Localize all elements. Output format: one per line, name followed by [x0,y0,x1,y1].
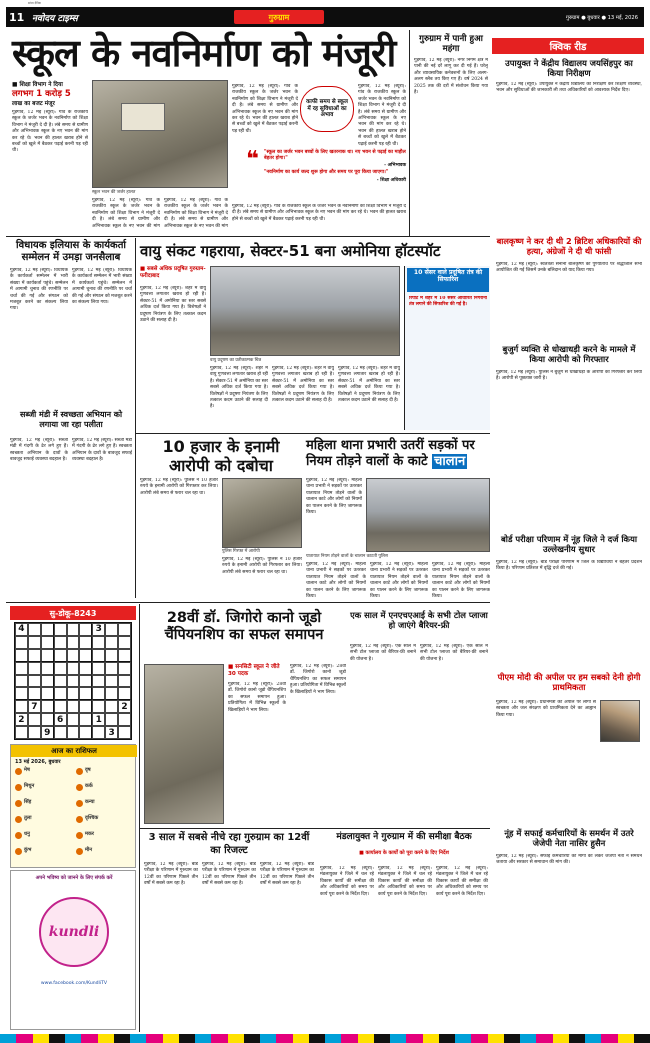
sudoku-cell [67,649,80,662]
sudoku-cell [15,726,28,739]
sudoku-cell [67,623,80,636]
zodiac-icon [15,832,22,839]
mahila-photo-caption: यातायात नियम तोड़ने वालों के चालान काटती पुलिस [306,554,388,559]
color-swatch [471,1034,487,1043]
ekal-body: गुड़गांव, 12 मई (ब्यूरो): एक साल में सभी टोल प्लाजा को बैरियर-फ्री बनाने की योजना है। [350,644,416,662]
sudoku-cell [15,649,28,662]
color-swatch [341,1034,357,1043]
sudoku-cell [92,649,105,662]
right-top-body: गुड़गांव, 12 मई (ब्यूरो): नगर निगम क्षेत्र में पानी की नई दरें लागू कर दी गई हैं। घरेलू और व्यावसायिक कनेक्शनों के लिए अलग-अलग स्लैब तय किए गए हैं। वर्ष 2024 से 2025 तक की दरों में संशोधन किया गया है। [414,58,488,96]
sudoku-cell [54,726,67,739]
sudoku-cell [105,700,118,713]
sudoku-cell: 2 [15,713,28,726]
mahila-body: गुड़गांव, 12 मई (ब्यूरो): महिला थाना प्रभारी ने सड़कों पर उतरकर यातायात नियम तोड़ने वालों के चालान काटे और लोगों को नियमों का पालन करने के लिए जागरूक किया। [306,478,362,516]
color-swatch [260,1034,276,1043]
zodiac-icon [15,848,22,855]
sudoku-title-bar: सु-डोकू-8243 [10,606,136,620]
sudoku-cell [92,700,105,713]
sudoku-cell [118,636,131,649]
sudoku-cell: 9 [41,726,54,739]
top-small-text: सांध्य दैनिक [28,1,41,5]
hotspot-body-col4: गुड़गांव, 12 मई (ब्यूरो): शहर में वायु गुणवत्ता लगातार खराब हो रही है। सेक्टर-51 में अमोनिया का स्तर सबसे अधिक दर्ज किया गया है। विशेषज्ञों ने प्रदूषण नियंत्रण के लिए तत्काल कदम उठाने की सलाह दी है। [338,366,400,404]
rashifal-entry [76,847,133,863]
lead-body-col6: गुड़गांव, 12 मई (ब्यूरो): गांव के राजकीय स्कूल के जर्जर भवन के नवनिर्माण को शिक्षा विभाग ने मंजूरी दे दी है। लंबे समय से ग्रामीण और अभिभावक स्कूल के नए भवन की मांग कर रहे थे। भवन की हालत खराब होने से बच्चों को खुले में बैठकर पढ़ाई करनी पड़ रही थी। [232,204,406,222]
brand-logo: नवोदय टाइम्स [32,14,78,24]
lead-body: गुड़गांव, 12 मई (ब्यूरो): गांव के राजकीय स्कूल के जर्जर भवन के नवनिर्माण को शिक्षा विभाग ने मंजूरी दे दी है। लंबे समय से ग्रामीण और अभिभावक स्कूल के नए भवन की मांग कर रहे थे। भवन की हालत खराब होने से बच्चों को खुले में बैठकर पढ़ाई करनी पड़ रही थी। [12,110,88,154]
sudoku-cell [54,700,67,713]
color-swatch [390,1034,406,1043]
result-body-col3: गुड़गांव, 12 मई (ब्यूरो): बोर्ड परीक्षा के परिणाम में गुरुग्राम का 12वीं का परिणाम पिछले तीन वर्षों में सबसे कम रहा है। [260,862,314,887]
sudoku-cell [79,675,92,688]
sudoku-cell [28,713,41,726]
color-swatch [81,1034,97,1043]
rashifal-sign: धनु [24,831,30,837]
rashifal-entry [15,831,72,847]
rashifal-sign: सिंह [24,799,32,805]
qr-item-body: गुड़गांव, 12 मई (ब्यूरो): प्रधानमंत्री की अपील पर लोगों से स्वच्छता और जल संरक्षण को प्राथमिकता देने का आह्वान किया गया। [496,700,596,718]
rashifal-list [15,767,133,865]
sudoku-cell [54,687,67,700]
sudoku-cell [28,649,41,662]
color-swatch [211,1034,227,1043]
rashifal-sign: कन्या [85,799,95,805]
sudoku-cell [54,662,67,675]
result-body-col2: गुड़गांव, 12 मई (ब्यूरो): बोर्ड परीक्षा के परिणाम में गुरुग्राम का 12वीं का परिणाम पिछले तीन वर्षों में सबसे कम रहा है। [202,862,256,887]
qr-portrait [600,700,640,742]
side-box-title: 10 सेंसर वाले प्रदूषित तंत्र की सिफारिश [413,269,483,284]
jiu-headline: 28वीं डॉ. जिगोरो कानो जूडो चैंपियनशिप का सफल समापन [164,610,324,643]
sudoku-cell [79,713,92,726]
result-body: गुड़गांव, 12 मई (ब्यूरो): बोर्ड परीक्षा के परिणाम में गुरुग्राम का 12वीं का परिणाम पिछले तीन वर्षों में सबसे कम रहा है। [144,862,198,887]
inami-headline: 10 हजार के इनामी आरोपी को दबोचा [162,437,280,475]
color-swatch [98,1034,114,1043]
hotspot-side-box [404,266,490,430]
mahila-body-col4: गुड़गांव, 12 मई (ब्यूरो): महिला थाना प्रभारी ने सड़कों पर उतरकर यातायात नियम तोड़ने वालों के चालान काटे और लोगों को नियमों का पालन करने के लिए जागरूक किया। [432,562,490,600]
section-label: गुरुग्राम [234,10,324,24]
color-swatch [228,1034,244,1043]
color-swatch [195,1034,211,1043]
qr-item-headline: बोर्ड परीक्षा परिणाम में नूंह जिले ने दर्ज किया उल्लेखनीय सुधार [501,534,637,554]
color-swatch [504,1034,520,1043]
row-rule [6,602,490,603]
qr-item-body: गुड़गांव, 12 मई (ब्यूरो): सफाई कर्मचारियों की मांगों को लेकर जेजेपी नेता ने समर्थन जताया और सरकार से समाधान की मांग की। [496,854,642,866]
qr-item-headline: पीएम मोदी की अपील पर हम सबको देनी होगी प्राथमिकता [497,672,641,692]
sudoku-cell [118,623,131,636]
mahila-photo [366,478,490,552]
sudoku-cell [28,636,41,649]
mandal-body: गुड़गांव, 12 मई (ब्यूरो): मंडलायुक्त ने जिले में चल रहे विकास कार्यों की समीक्षा की और अधिकारियों को समय पर कार्य पूरा करने के निर्देश दिए। [320,866,374,897]
mandal-kicker: ■ कार्यालय के कार्यों को पूरा करने के दिए निर्देश [359,850,449,856]
rashifal-sign: वृष [85,767,91,773]
inami-body: गुड़गांव, 12 मई (ब्यूरो): पुलिस ने 10 हजार रुपये के इनामी आरोपी को गिरफ्तार कर लिया। आरोपी लंबे समय से फरार चल रहा था। [140,478,218,496]
quick-read-banner: क्विक रीड [492,38,644,54]
hotspot-body: गुड़गांव, 12 मई (ब्यूरो): शहर में वायु गुणवत्ता लगातार खराब हो रही है। सेक्टर-51 में अमोनिया का स्तर सबसे अधिक दर्ज किया गया है। विशेषज्ञों ने प्रदूषण नियंत्रण के लिए तत्काल कदम उठाने की सलाह दी है। [140,286,206,324]
rashifal-entry [15,767,72,783]
lead-body-col4: गुड़गांव, 12 मई (ब्यूरो): गांव के राजकीय स्कूल के जर्जर भवन के नवनिर्माण को शिक्षा विभाग ने मंजूरी दे दी है। लंबे समय से ग्रामीण और अभिभावक स्कूल के नए भवन की मांग कर रहे थे। भवन की हालत खराब होने से बच्चों को खुले में बैठकर पढ़ाई करनी पड़ रही थी। [232,84,298,134]
ad-tagline: अपने भविष्य को जानने के लिए संपर्क करें [35,875,113,881]
sudoku-cell [54,675,67,688]
color-swatch [325,1034,341,1043]
right-top-headline: गुरुग्राम में पानी हुआ महंगा [419,34,483,54]
color-swatch [374,1034,390,1043]
rashifal-box [10,744,136,868]
color-swatch [488,1034,504,1043]
hotspot-sub: ■ सबसे अधिक प्रदूषित गुरुग्राम-फरीदाबाद [140,266,206,279]
mahila-body-col3: गुड़गांव, 12 मई (ब्यूरो): महिला थाना प्रभारी ने सड़कों पर उतरकर यातायात नियम तोड़ने वालों के चालान काटे और लोगों को नियमों का पालन करने के लिए जागरूक किया। [370,562,428,600]
rashifal-sign: मीन [85,847,93,853]
sudoku-cell [92,687,105,700]
sudoku-cell [92,726,105,739]
zodiac-icon [15,800,22,807]
result-headline: 3 साल में सबसे नीचे रहा गुरुग्राम का 12वीं का रिजल्ट [148,832,310,856]
sudoku-cell [118,649,131,662]
rashifal-entry [76,831,133,847]
ad-contact[interactable]: www.facebook.com/KundliTV [40,981,108,986]
sudoku-cell [41,675,54,688]
qr-item-body: गुड़गांव, 12 मई (ब्यूरो): बोर्ड परीक्षा परिणाम में जिले के विद्यार्थियों ने बेहतर प्रदर्शन किया है। परिणाम प्रतिशत में वृद्धि दर्ज की गई। [496,560,642,572]
lead-photo [92,80,228,188]
lead-body-col2: गुड़गांव, 12 मई (ब्यूरो): गांव के राजकीय स्कूल के जर्जर भवन के नवनिर्माण को शिक्षा विभाग ने मंजूरी दे दी है। लंबे समय से ग्रामीण और अभिभावक स्कूल के नए भवन की मांग [92,198,160,228]
zodiac-icon [15,784,22,791]
side-box-body: रिपोर्ट में शहर में 10 सेंसर आधारित निगरानी तंत्र लगाने की सिफारिश की गई है। [409,296,487,308]
jiu-kicker: ■ सनसिटी स्कूल ने जीते 30 पदक [228,664,280,677]
sudoku-cell [41,649,54,662]
sudoku-cell [105,636,118,649]
sudoku-cell [54,636,67,649]
sudoku-cell [105,662,118,675]
quote-mark-icon: ❝ [246,147,259,172]
sudoku-cell [41,700,54,713]
sudoku-cell [28,662,41,675]
hotspot-headline: वायु संकट गहराया, सेक्टर-51 बना अमोनिया हॉटस्पॉट [140,242,441,260]
qr-item-headline: उपायुक्त ने केंद्रीय विद्यालय जयसिंहपुर का किया निरीक्षण [505,58,633,78]
masthead-bar [6,7,644,27]
rashifal-entry [76,815,133,831]
sudoku-cell: 1 [92,713,105,726]
sudoku-cell [118,726,131,739]
column-rule [139,604,140,1032]
jiu-body-col2: गुड़गांव, 12 मई (ब्यूरो): 28वीं डॉ. जिगोरो कानो जूडो चैंपियनशिप का सफल समापन हुआ। प्रतियोगिता में विभिन्न स्कूलों के खिलाड़ियों ने भाग लिया। [290,664,346,695]
second-headline: विधायक इलियास के कार्यकर्ता सम्मेलन में उमड़ा जनसैलाब [16,240,126,263]
color-swatch [455,1034,471,1043]
sudoku-cell [118,687,131,700]
rashifal-sign: मिथुन [24,783,35,789]
sudoku-cell [41,636,54,649]
sudoku-cell [54,649,67,662]
color-swatch [293,1034,309,1043]
lead-kicker: ■ शिक्षा विभाग ने दिया लगभग 1 करोड़ 5 लाख का बजट मंजूर [12,82,71,107]
sudoku-cell [79,700,92,713]
qr-item-body: गुड़गांव, 12 मई (ब्यूरो): पुलिस ने बुजुर्ग से धोखाधड़ी के आरोपी को गिरफ्तार कर लिया है। आरोपी से पूछताछ जारी है। [496,370,642,382]
sudoku-cell [15,662,28,675]
sudoku-cell [79,687,92,700]
jiu-body: गुड़गांव, 12 मई (ब्यूरो): 28वीं डॉ. जिगोरो कानो जूडो चैंपियनशिप का सफल समापन हुआ। प्रतियोगिता में विभिन्न स्कूलों के खिलाड़ियों ने भाग लिया। [228,682,286,713]
sudoku-cell [28,687,41,700]
color-swatch [114,1034,130,1043]
school-sign [121,103,165,131]
mandal-body-col2: गुड़गांव, 12 मई (ब्यूरो): मंडलायुक्त ने जिले में चल रहे विकास कार्यों की समीक्षा की और अधिकारियों को समय पर कार्य पूरा करने के निर्देश दिए। [378,866,432,897]
mandi-body: गुड़गांव, 12 मई (ब्यूरो): सब्जी मंडी में गंदगी के ढेर लगे हुए हैं। स्वच्छता अभियान के दावों के बावजूद सफाई व्यवस्था बदहाल है। [10,438,68,463]
print-color-strip [0,1034,650,1043]
color-swatch [49,1034,65,1043]
lead-quote-box: काफी समय से स्कूल में रह सुविधाओं का अभाव [300,86,354,132]
qr-item-headline: बुजुर्ग व्यक्ति से धोखाधड़ी करने के मामले में किया आरोपी को गिरफ्तार [502,344,636,364]
color-swatch [309,1034,325,1043]
ekal-body-col2: गुड़गांव, 12 मई (ब्यूरो): एक साल में सभी टोल प्लाजा को बैरियर-फ्री बनाने की योजना है। [420,644,488,662]
rashifal-entry [15,783,72,799]
color-swatch [0,1034,16,1043]
ad-logo: kundli [39,897,109,967]
sudoku-cell [67,636,80,649]
zodiac-icon [76,832,83,839]
qr-item-body: गुड़गांव, 12 मई (ब्यूरो): स्वतंत्रता सेनानी बालकृष्ण की पुण्यतिथि पर श्रद्धांजलि सभा आयोजित की गई जिसमें उनके बलिदान को याद किया गया। [496,262,642,274]
sudoku-cell [28,726,41,739]
second-body: गुड़गांव, 12 मई (ब्यूरो): विधायक के कार्यकर्ता सम्मेलन में भारी संख्या में कार्यकर्ता पहुंचे। सम्मेलन में आगामी चुनाव की रणनीति पर चर्चा की गई और संगठन को मजबूत करने का संकल्प लिया गया। [10,268,68,312]
sudoku-cell [67,726,80,739]
color-swatch [358,1034,374,1043]
sudoku-cell [118,713,131,726]
rashifal-sign: कर्क [85,783,93,789]
lead-body-col3: गुड़गांव, 12 मई (ब्यूरो): गांव के राजकीय स्कूल के जर्जर भवन के नवनिर्माण को शिक्षा विभाग ने मंजूरी दे दी है। लंबे समय से ग्रामीण और अभिभावक स्कूल के नए भवन की मांग [164,198,228,228]
sudoku-cell [79,726,92,739]
sudoku-cell [41,713,54,726]
sudoku-cell [15,675,28,688]
sudoku-cell: 3 [92,623,105,636]
sudoku-cell: 6 [54,713,67,726]
rashifal-entry [15,815,72,831]
rashifal-sign: तुला [24,815,32,821]
color-swatch [16,1034,32,1043]
mahila-headline: महिला थाना प्रभारी उतरीं सड़कों पर नियम तोड़ने वालों के काटे चालान [306,438,475,469]
sudoku-cell [54,623,67,636]
zodiac-icon [76,816,83,823]
second-body-col2: गुड़गांव, 12 मई (ब्यूरो): विधायक के कार्यकर्ता सम्मेलन में भारी संख्या में कार्यकर्ता पहुंचे। सम्मेलन में आगामी चुनाव की रणनीति पर चर्चा की गई और संगठन को मजबूत करने का संकल्प लिया गया। [72,268,132,306]
sudoku-cell [79,662,92,675]
sudoku-cell [41,687,54,700]
sudoku-cell [41,623,54,636]
rashifal-entry [76,799,133,815]
hotspot-photo-caption: वायु प्रदूषण का प्रतीकात्मक चित्र [210,358,261,363]
rashifal-entry [15,799,72,815]
sudoku-cell [79,623,92,636]
color-swatch [146,1034,162,1043]
color-swatch [536,1034,552,1043]
sudoku-grid [14,622,132,740]
sudoku-cell: 3 [105,726,118,739]
zodiac-icon [76,848,83,855]
color-swatch [634,1034,650,1043]
sudoku-cell [79,636,92,649]
sudoku-cell: 4 [15,623,28,636]
sudoku-cell [67,713,80,726]
color-swatch [406,1034,422,1043]
row-rule [6,236,490,237]
rashifal-sign: मकर [85,831,94,837]
sudoku-cell: 2 [118,700,131,713]
qr-item-body: गुड़गांव, 12 मई (ब्यूरो): उपायुक्त ने केंद्रीय विद्यालय का निरीक्षण कर शिक्षण व्यवस्था, भवन और सुविधाओं की जानकारी ली तथा अधिकारियों को आवश्यक निर्देश दिए। [496,82,642,94]
color-swatch [618,1034,634,1043]
qr-item-headline: नूंह में सफाई कर्मचारियों के समर्थन में उतरे जेजेपी नेता नासिर हुसैन [504,828,634,848]
page-number: 11 [9,11,25,24]
sudoku-cell [79,649,92,662]
sudoku-cell [15,687,28,700]
zodiac-icon [76,800,83,807]
hotspot-body-col2: गुड़गांव, 12 मई (ब्यूरो): शहर में वायु गुणवत्ता लगातार खराब हो रही है। सेक्टर-51 में अमोनिया का स्तर सबसे अधिक दर्ज किया गया है। विशेषज्ञों ने प्रदूषण नियंत्रण के लिए तत्काल कदम उठाने की सलाह दी है। [210,366,268,410]
inami-body-col2: गुड़गांव, 12 मई (ब्यूरो): पुलिस ने 10 हजार रुपये के इनामी आरोपी को गिरफ्तार कर लिया। आरोपी लंबे समय से फरार चल रहा था। [222,557,302,575]
mandal-headline: मंडलायुक्त ने गुरुग्राम में की समीक्षा बैठक [336,832,472,842]
rashifal-sign: वृश्चिक [85,815,99,821]
hotspot-photo [210,266,400,356]
zodiac-icon [76,784,83,791]
sudoku-cell [118,662,131,675]
sudoku-cell [28,623,41,636]
color-swatch [439,1034,455,1043]
sudoku-cell [105,713,118,726]
color-swatch [423,1034,439,1043]
color-swatch [553,1034,569,1043]
zodiac-icon [76,768,83,775]
zodiac-icon [15,816,22,823]
rashifal-sign: मेष [24,767,30,773]
rashifal-entry [15,847,72,863]
kundli-ad[interactable] [10,870,136,1030]
sudoku-cell [105,675,118,688]
row-rule [136,433,490,434]
mandi-headline: सब्जी मंडी में स्वच्छता अभियान को लगाया जा रहा पलीता [19,410,123,429]
color-swatch [244,1034,260,1043]
mandal-body-col3: गुड़गांव, 12 मई (ब्यूरो): मंडलायुक्त ने जिले में चल रहे विकास कार्यों की समीक्षा की और अधिकारियों को समय पर कार्य पूरा करने के निर्देश दिए। [436,866,488,897]
jiu-photo [144,664,224,824]
sudoku-cell [67,662,80,675]
color-swatch [276,1034,292,1043]
color-swatch [163,1034,179,1043]
mahila-body-col2: गुड़गांव, 12 मई (ब्यूरो): महिला थाना प्रभारी ने सड़कों पर उतरकर यातायात नियम तोड़ने वालों के चालान काटे और लोगों को नियमों का पालन करने के लिए जागरूक किया। [306,562,366,600]
sudoku-cell [118,675,131,688]
dateline: गुरुग्राम ● बुधवार ● 13 मई, 2026 [566,15,638,21]
color-swatch [585,1034,601,1043]
sudoku-cell [15,700,28,713]
color-swatch [569,1034,585,1043]
rashifal-date: 13 मई 2026, बुधवार [15,759,61,765]
ekal-headline: एक साल में एनएचएआई के सभी टोल प्लाजा हो जाएंगे बैरियर-फ्री [350,610,488,630]
sudoku-cell [41,662,54,675]
color-swatch [65,1034,81,1043]
lead-body-col5: गुड़गांव, 12 मई (ब्यूरो): गांव के राजकीय स्कूल के जर्जर भवन के नवनिर्माण को शिक्षा विभाग ने मंजूरी दे दी है। लंबे समय से ग्रामीण और अभिभावक स्कूल के नए भवन की मांग कर रहे थे। भवन की हालत खराब होने से बच्चों को खुले में बैठकर पढ़ाई करनी पड़ रही थी। [358,84,406,146]
column-rule [409,30,410,236]
color-swatch [33,1034,49,1043]
color-swatch [601,1034,617,1043]
hotspot-body-col3: गुड़गांव, 12 मई (ब्यूरो): शहर में वायु गुणवत्ता लगातार खराब हो रही है। सेक्टर-51 में अमोनिया का स्तर सबसे अधिक दर्ज किया गया है। विशेषज्ञों ने प्रदूषण नियंत्रण के लिए तत्काल कदम उठाने की सलाह दी है। [272,366,334,404]
zodiac-icon [15,768,22,775]
qr-item-headline: बालकृष्ण ने कर दी थी 2 ब्रिटिश अधिकारियों की हत्या, अंग्रेजों ने दी थी फांसी [496,236,642,256]
sudoku-cell [105,623,118,636]
lead-photo-caption: स्कूल भवन की जर्जर हालत [92,190,136,195]
column-rule [135,238,136,598]
sudoku-cell [92,675,105,688]
color-swatch [130,1034,146,1043]
row-rule [140,828,490,829]
inami-photo [222,478,302,548]
sudoku-cell [67,687,80,700]
sudoku-cell [92,636,105,649]
sudoku-cell [92,662,105,675]
sudoku-cell [28,675,41,688]
sudoku-cell: 7 [28,700,41,713]
sudoku-cell [105,649,118,662]
rashifal-entry [76,783,133,799]
sudoku-cell [15,636,28,649]
sudoku-cell [67,700,80,713]
rashifal-entry [76,767,133,783]
sudoku-cell [67,675,80,688]
sudoku-cell [105,687,118,700]
color-swatch [520,1034,536,1043]
lead-headline: स्कूल के नवनिर्माण को मंजूरी [12,31,396,75]
mandi-body-col2: गुड़गांव, 12 मई (ब्यूरो): सब्जी मंडी में गंदगी के ढेर लगे हुए हैं। स्वच्छता अभियान के दावों के बावजूद सफाई व्यवस्था बदहाल है। [72,438,132,463]
rashifal-title-bar: आज का राशिफल [11,745,137,757]
color-swatch [179,1034,195,1043]
lead-quotes: "स्कूल का जर्जर भवन बच्चों के लिए खतरनाक था। नए भवन से पढ़ाई का माहौल बेहतर होगा।" - अभिभावक "नवनिर्माण का कार्य जल्द शुरू होगा और समय पर पूरा किया जाएगा।" - शिक्षा अधिकारी [264,150,406,183]
inami-photo-caption: पुलिस गिरफ्त में आरोपी [222,549,260,554]
rashifal-sign: कुंभ [24,847,32,853]
